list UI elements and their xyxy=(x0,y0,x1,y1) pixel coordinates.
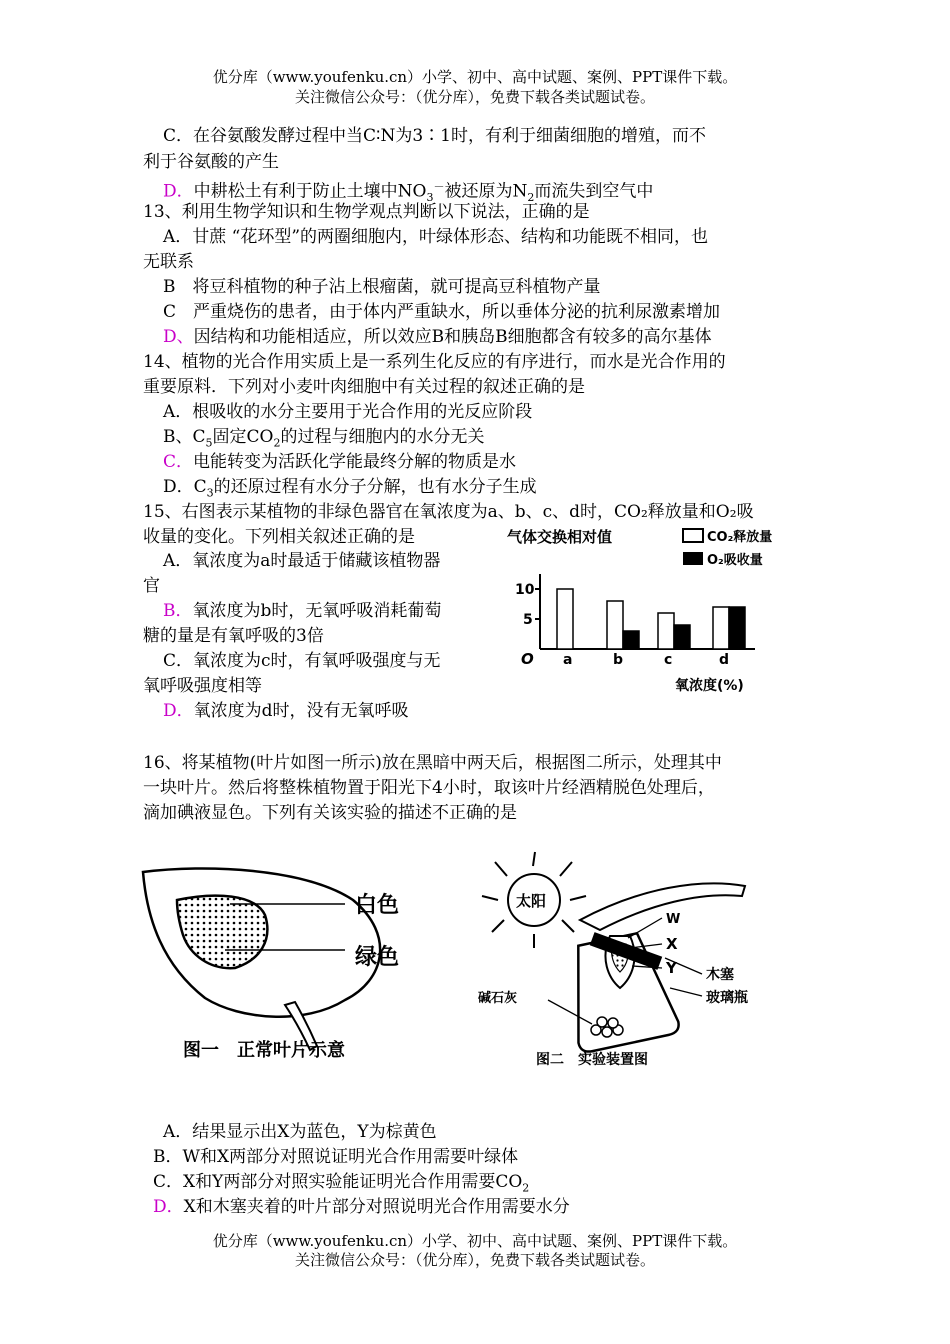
q14-d-sub: 3 xyxy=(206,486,214,500)
x-tick-label-c: c xyxy=(664,652,673,668)
q16-c-text: C．X和Y两部分对照实验能证明光合作用需要CO xyxy=(153,1172,523,1192)
q15-stem-line1: 15、右图表示某植物的非绿色器官在氧浓度为a、b、c、d时，CO₂释放量和O₂吸 xyxy=(143,502,754,522)
q12-option-c-line2: 利于谷氨酸的产生 xyxy=(143,152,279,172)
q15-option-b-line2: 糖的量是有氧呼吸的3倍 xyxy=(143,626,324,646)
q14-stem-line2: 重要原料．下列对小麦叶肉细胞中有关过程的叙述正确的是 xyxy=(143,377,585,397)
figure1-caption: 图一 正常叶片示意 xyxy=(183,1040,345,1061)
q14-b-sub2: 2 xyxy=(273,436,281,450)
sun-label: 太阳 xyxy=(516,892,547,910)
q13-d-text: 因结构和功能相适应，所以效应B和胰岛B细胞都含有较多的高尔基体 xyxy=(193,327,712,347)
plant-stem xyxy=(580,883,745,930)
q15-b-letter: B． xyxy=(163,601,193,621)
q13-option-d xyxy=(163,325,712,349)
q12-d-letter: D． xyxy=(163,181,194,202)
bar-co2-d xyxy=(713,607,729,649)
y-tick-label-5: 5 xyxy=(523,612,533,628)
legend-label-co2: CO₂释放量 xyxy=(707,530,773,545)
q13-option-b: B 将豆科植物的种子沾上根瘤菌，就可提高豆科植物产量 xyxy=(163,277,601,297)
q14-option-a: A．根吸收的水分主要用于光合作用的光反应阶段 xyxy=(163,402,533,422)
label-cork: 木塞 xyxy=(706,967,734,983)
label-x: X xyxy=(666,935,678,953)
q13-d-letter: D、 xyxy=(163,327,194,347)
q14-b-sub: 5 xyxy=(205,436,213,450)
bar-co2-c xyxy=(658,613,674,649)
q14-c-text: 电能转变为活跃化学能最终分解的物质是水 xyxy=(193,452,517,472)
page-footer-line2: 关注微信公众号：（优分库），免费下载各类试题试卷。 xyxy=(294,1251,655,1269)
q16-d-letter: D． xyxy=(153,1197,184,1217)
q15-option-b-line1 xyxy=(163,599,441,623)
q16-stem-line3: 滴加碘液显色。下列有关该实验的描述不正确的是 xyxy=(143,803,517,823)
q16-stem-line2: 一块叶片。然后将整株植物置于阳光下4小时，取该叶片经酒精脱色处理后， xyxy=(143,778,715,798)
legend-swatch-o2 xyxy=(683,552,703,565)
q14-b-text2: 固定CO xyxy=(212,427,274,447)
q15-option-c-line2: 氧呼吸强度相等 xyxy=(143,676,262,696)
chart-title: 气体交换相对值 xyxy=(507,528,613,546)
q14-d-text: D．C xyxy=(163,477,207,497)
x-tick-label-b: b xyxy=(613,652,624,668)
x-tick-label-d: d xyxy=(719,652,730,668)
label-green: 绿色 xyxy=(355,945,400,970)
q14-b-text: B、C xyxy=(163,427,206,447)
q16-c-sub: 2 xyxy=(522,1181,530,1195)
q16-stem-line1: 16、将某植物(叶片如图一所示)放在黑暗中两天后，根据图二所示，处理其中 xyxy=(143,753,722,773)
q12-d-sub: 3 xyxy=(426,191,434,205)
label-soda-lime: 碱石灰 xyxy=(478,991,518,1006)
q14-stem-line1: 14、植物的光合作用实质上是一系列生化反应的有序进行，而水是光合作用的 xyxy=(143,352,726,372)
q15-d-text: 氧浓度为d时，没有无氧呼吸 xyxy=(193,701,409,721)
label-bottle: 玻璃瓶 xyxy=(706,990,748,1006)
legend-label-o2: O₂吸收量 xyxy=(707,553,763,568)
label-w: W xyxy=(666,912,681,927)
q16-d-text: X和木塞夹着的叶片部分对照说明光合作用需要水分 xyxy=(183,1197,570,1217)
label-y: Y xyxy=(666,959,677,977)
q12-d-sup: － xyxy=(433,180,445,193)
q13-stem: 13、利用生物学知识和生物学观点判断以下说法，正确的是 xyxy=(143,202,590,222)
q15-option-a-line2: 官 xyxy=(143,576,160,596)
q12-d-text2: 被还原为N xyxy=(444,181,528,202)
q13-option-a-line2: 无联系 xyxy=(143,252,194,272)
q14-c-letter: C． xyxy=(163,452,194,472)
q15-d-letter: D． xyxy=(163,701,194,721)
q16-option-d xyxy=(153,1195,570,1219)
q15-option-a-line1: A．氧浓度为a时最适于储藏该植物器 xyxy=(163,551,441,571)
q13-option-c: C 严重烧伤的患者，由于体内严重缺水，所以垂体分泌的抗利尿激素增加 xyxy=(163,302,721,322)
q14-b-text3: 的过程与细胞内的水分无关 xyxy=(280,427,485,447)
y-tick-label-10: 10 xyxy=(515,582,535,598)
q12-d-text: 中耕松土有利于防止土壤中NO xyxy=(193,181,427,202)
page-footer-line1: 优分库（www.youfenku.cn）小学、初中、高中试题、案例、PPT课件下载。 xyxy=(212,1232,738,1250)
origin-label: O xyxy=(521,650,534,668)
figure2-apparatus-diagram xyxy=(470,848,770,1073)
q12-d-text3: 而流失到空气中 xyxy=(534,181,654,202)
page-header-line1: 优分库（www.youfenku.cn）小学、初中、高中试题、案例、PPT课件下载。 xyxy=(212,68,738,86)
q15-b-text: 氧浓度为b时，无氧呼吸消耗葡萄 xyxy=(192,601,442,621)
bar-o2-d xyxy=(729,607,745,649)
q12-d-sub2: 2 xyxy=(527,191,535,205)
q14-d-text2: 的还原过程有水分子分解，也有水分子生成 xyxy=(213,477,537,497)
figure2-caption: 图二 实验装置图 xyxy=(536,1052,648,1068)
q16-option-b: B．W和X两部分对照说证明光合作用需要叶绿体 xyxy=(153,1147,519,1167)
bar-o2-c xyxy=(674,625,690,649)
q15-option-c-line1: C．氧浓度为c时，有氧呼吸强度与无 xyxy=(163,651,441,671)
q16-option-a: A．结果显示出X为蓝色，Y为棕黄色 xyxy=(163,1122,437,1142)
q15-gas-exchange-chart xyxy=(495,522,815,702)
x-tick-label-a: a xyxy=(563,652,573,668)
bar-co2-b xyxy=(607,601,623,649)
page-header-line2: 关注微信公众号：（优分库），免费下载各类试题试卷。 xyxy=(294,88,655,106)
x-axis-label: 氧浓度(%) xyxy=(675,678,744,694)
legend-swatch-co2 xyxy=(683,529,703,542)
q15-stem-line2: 收量的变化。下列相关叙述正确的是 xyxy=(143,527,415,547)
q12-option-c-line1: C．在谷氨酸发酵过程中当C∶N为3∶1时，有利于细菌细胞的增殖，而不 xyxy=(163,126,706,146)
label-white: 白色 xyxy=(355,893,400,918)
q15-option-d xyxy=(163,699,409,723)
q13-option-a-line1: A．甘蔗 “花环型”的两圈细胞内，叶绿体形态、结构和功能既不相同，也 xyxy=(163,227,709,247)
chart-bars xyxy=(557,589,745,668)
q14-option-c xyxy=(163,450,516,474)
bar-co2-a xyxy=(557,589,573,649)
figure1-leaf-diagram xyxy=(135,860,425,1070)
bar-o2-b xyxy=(623,631,639,649)
